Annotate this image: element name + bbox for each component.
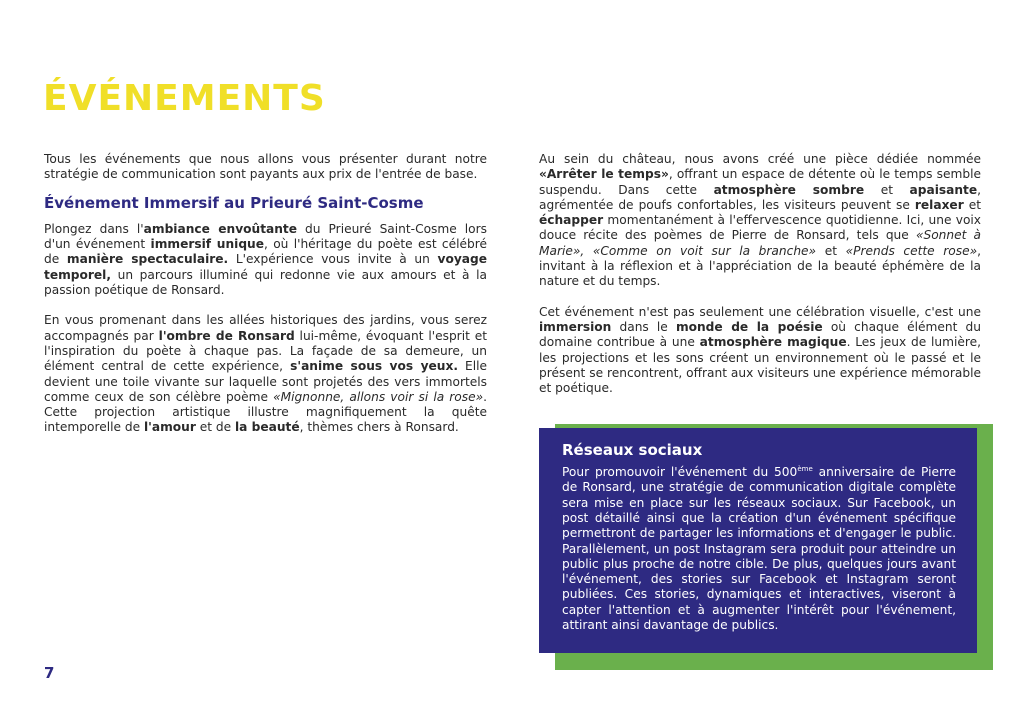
callout-title: Réseaux sociaux (562, 441, 703, 459)
page-number: 7 (44, 664, 55, 682)
right-paragraph-1: Au sein du château, nous avons créé une pièce dédiée nommée «Arrêter le temps», offrant un espace de détente où le temps semble suspendu. Dans cette atmosphère sombre et apaisante, agrémentée de poufs confortables, les visiteurs peuvent se relaxer et échapper momentanément à l'effervescence quotidienne. Ici, une voix douce récite des poèmes de Pierre de Ronsard, tels que «Sonnet à Marie», «Comme on voit sur la branche» et «Prends cette rose», invitant à la réflexion et à l'appréciation de la beauté éphémère de la nature et du temps. (539, 152, 982, 289)
section-paragraph-2: En vous promenant dans les allées historiques des jardins, vous serez accompagnés par l'ombre de Ronsard lui-même, évoquant l'esprit et l'inspiration du poète à chaque pas. La façade de sa demeure, un élément central de cette expérience, s'anime sous vos yeux. Elle devient une toile vivante sur laquelle sont projetés des vers immortels comme ceux de son célèbre poème «Mignonne, allons voir si la rose». Cette projection artistique illustre magnifiquement la quête intemporelle de l'amour et de la beauté, thèmes chers à Ronsard. (44, 313, 488, 435)
social-media-callout (539, 424, 993, 670)
section-heading: Événement Immersif au Prieuré Saint-Cosme (44, 193, 424, 212)
right-column (539, 152, 981, 396)
callout-text: Pour promouvoir l'événement du 500ème anniversaire de Pierre de Ronsard, une stratégie de communication digitale complète sera mise en place sur les réseaux sociaux. Sur Facebook, un post détaillé ainsi que la création d'un événement spécifique permettront de partager les informations et d'engager le public. Parallèlement, un post Instagram sera produit pour atteindre un public plus proche de notre cible. De plus, quelques jours avant l'événement, des stories sur Facebook et Instagram seront publiées. Ces stories, dynamiques et interactives, viseront à capter l'attention et à augmenter l'intérêt pour l'événement, attirant ainsi davantage de publics. (562, 465, 956, 633)
intro-paragraph: Tous les événements que nous allons vous présenter durant notre stratégie de communication sont payants aux prix de l'entrée de base. (44, 152, 487, 182)
right-paragraph-2: Cet événement n'est pas seulement une célébration visuelle, c'est une immersion dans le monde de la poésie où chaque élément du domaine contribue à une atmosphère magique. Les jeux de lumière, les projections et les sons créent un environnement où le passé et le présent se rencontrent, offrant aux visiteurs une expérience mémorable et poétique. (539, 304, 981, 396)
section-paragraph-1: Plongez dans l'ambiance envoûtante du Prieuré Saint-Cosme lors d'un événement immersif unique, où l'héritage du poète est célébré de manière spectaculaire. L'expérience vous invite à un voyage temporel, un parcours illuminé qui redonne vie aux amours et à la passion poétique de Ronsard. (44, 221, 487, 298)
callout-box (539, 428, 977, 653)
left-column (44, 152, 487, 436)
page-title: ÉVÉNEMENTS (43, 78, 326, 119)
